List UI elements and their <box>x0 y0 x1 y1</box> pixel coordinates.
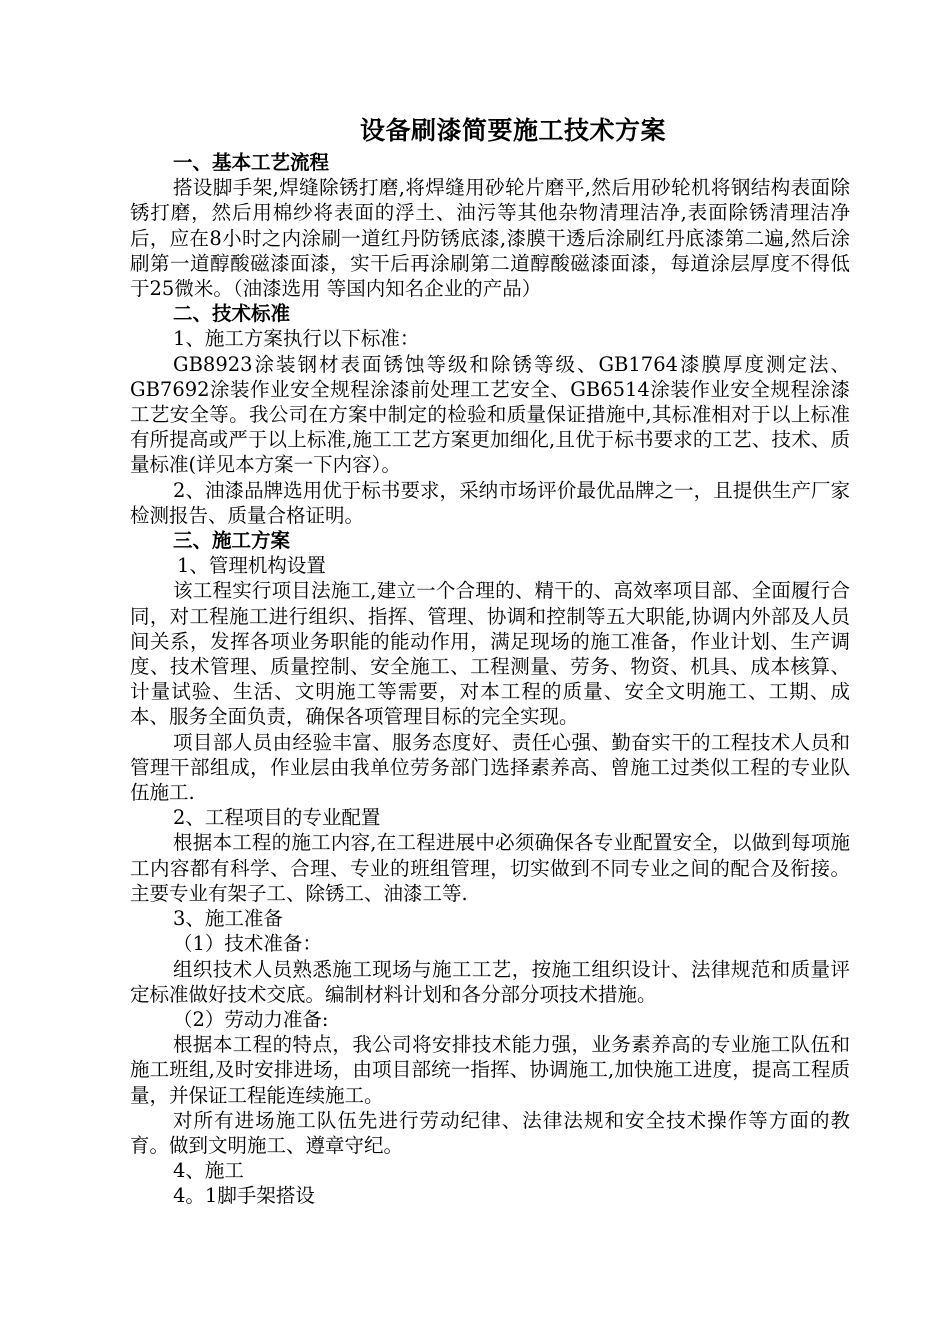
paragraph: GB8923涂装钢材表面锈蚀等级和除锈等级、GB1764漆膜厚度测定法、GB7692涂装作业安全规程涂漆前处理工艺安全、GB6514涂装作业安全规程涂漆工艺安全等。我公司在方案中制定的检验和质量保证措施中,其标准相对于以上标准有所提高或严于以上标准,施工工艺方案更加细化,且优于标书要求的工艺、技术、质量标准(详见本方案一下内容）。 <box>130 352 850 477</box>
paragraph: 搭设脚手架,焊缝除锈打磨,将焊缝用砂轮片磨平,然后用砂轮机将钢结构表面除锈打磨，然后用棉纱将表面的浮土、油污等其他杂物清理洁净,表面除锈清理洁净后，应在8小时之内涂刷一道红丹防锈底漆,漆膜干透后涂刷红丹底漆第二遍,然后涂刷第一道醇酸磁漆面漆，实干后再涂刷第二道醇酸磁漆面漆，每道涂层厚度不得低于25微米。（油漆选用 等国内知名企业的产品） <box>130 176 850 301</box>
list-item: 2、工程项目的专业配置 <box>173 806 381 830</box>
paragraph: 该工程实行项目法施工,建立一个合理的、精干的、高效率项目部、全面履行合同，对工程施工进行组织、指挥、管理、协调和控制等五大职能,协调内外部及人员间关系，发挥各项业务职能的能动作用，满足现场的施工准备，作业计划、生产调度、技术管理、质量控制、安全施工、工程测量、劳务、物资、机具、成本核算、计量试验、生活、文明施工等需要，对本工程的质量、安全文明施工、工期、成本、服务全面负责，确保各项管理目标的完全实现。 <box>130 579 850 729</box>
list-item: 1、施工方案执行以下标准： <box>173 327 420 351</box>
list-item: 3、施工准备 <box>173 907 283 931</box>
document-body <box>130 114 850 1209</box>
list-item: （2）劳动力准备: <box>173 1007 329 1031</box>
paragraph: 根据本工程的特点，我公司将安排技术能力强，业务素养高的专业施工队伍和施工班组,及时安排进场，由项目部统一指挥、协调施工,加快施工进度，提高工程质量，并保证工程能连续施工。 <box>130 1033 850 1107</box>
section-heading-2: 二、技术标准 <box>173 302 291 326</box>
list-item: （1）技术准备： <box>173 932 322 956</box>
paragraph: 根据本工程的施工内容,在工程进展中必须确保各专业配置安全，以做到每项施工内容都有科学、合理、专业的班组管理，切实做到不同专业之间的配合及衔接。主要专业有架子工、除锈工、油漆工等. <box>130 831 850 905</box>
list-item: 4。1脚手架搭设 <box>173 1184 315 1208</box>
page-title: 设备刷漆简要施工技术方案 <box>359 116 666 145</box>
paragraph: 项目部人员由经验丰富、服务态度好、责任心强、勤奋实干的工程技术人员和管理干部组成，作业层由我单位劳务部门选择素养高、曾施工过类似工程的专业队伍施工. <box>130 730 850 805</box>
list-item: 1、管理机构设置 <box>177 554 326 578</box>
paragraph: 组织技术人员熟悉施工现场与施工工艺，按施工组织设计、法律规范和质量评定标准做好技术交底。编制材料计划和各分部分项技术措施。 <box>130 957 850 1006</box>
paragraph: 对所有进场施工队伍先进行劳动纪律、法律法规和安全技术操作等方面的教育。做到文明施工、遵章守纪。 <box>130 1108 850 1157</box>
section-heading-1: 一、基本工艺流程 <box>173 151 330 174</box>
section-heading-3: 三、施工方案 <box>173 529 291 553</box>
paragraph: 2、油漆品牌选用优于标书要求，采纳市场评价最优品牌之一，且提供生产厂家检测报告、质量合格证明。 <box>130 478 850 527</box>
list-item: 4、施工 <box>173 1159 244 1183</box>
